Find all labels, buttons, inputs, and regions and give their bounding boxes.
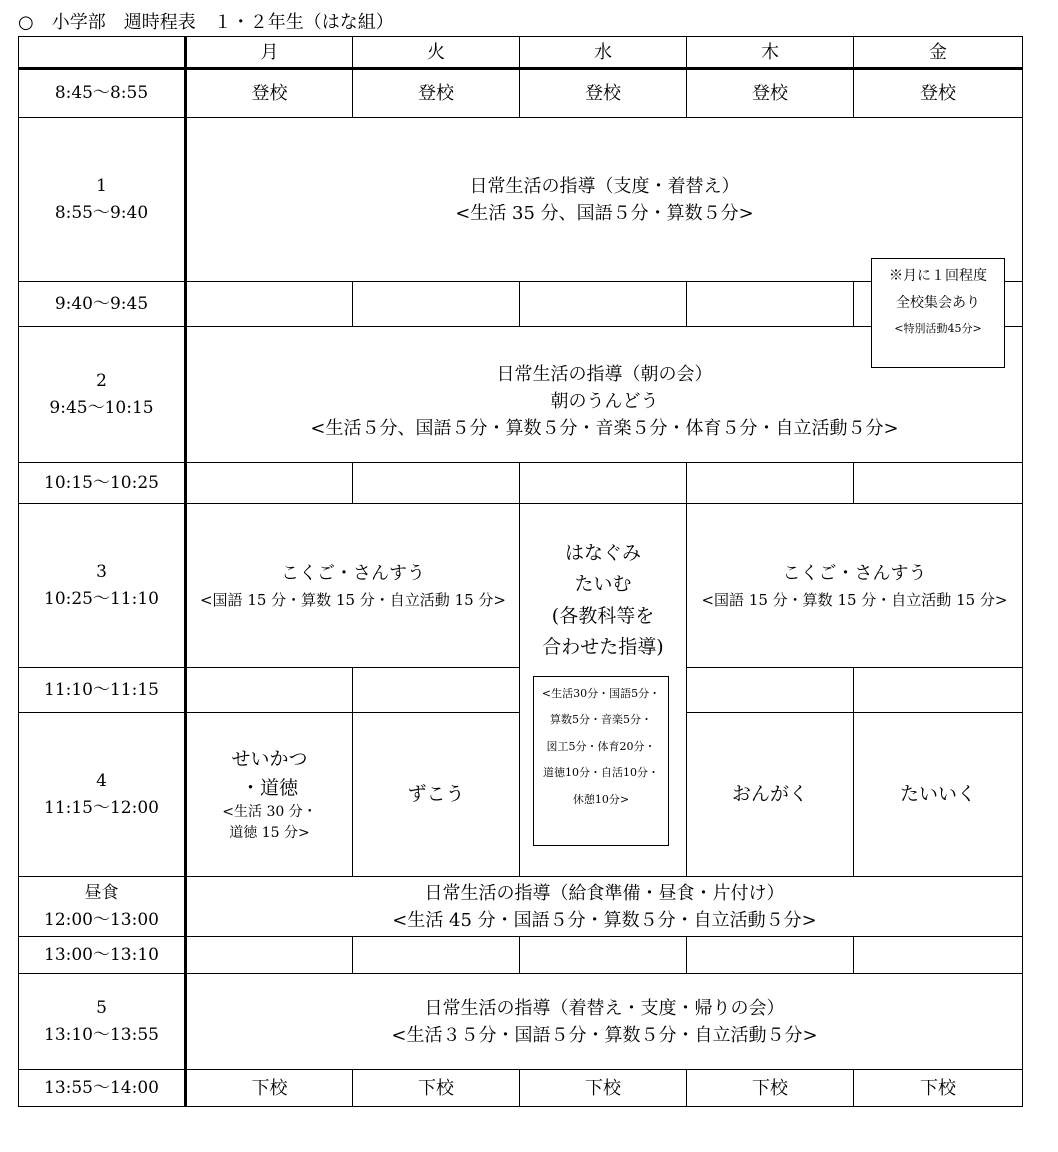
row-lunch	[19, 877, 1023, 937]
period-number: 2	[96, 371, 107, 392]
cell-break-4-thu	[687, 937, 854, 974]
period-time: 13:10〜13:55	[44, 1024, 159, 1045]
cell-leave-thu: 下校	[687, 1070, 854, 1107]
timetable	[18, 36, 1023, 1107]
period-time: 12:00〜13:00	[44, 909, 159, 930]
activity-detail: <生活５分、国語５分・算数５分・音楽５分・体育５分・自立活動５分>	[310, 418, 899, 439]
lunch-label: 昼食	[84, 883, 119, 904]
subject-detail-2: 道徳 15 分>	[229, 825, 310, 841]
time-period-2	[19, 327, 186, 463]
cell-arrive-thu: 登校	[687, 69, 854, 118]
cell-break-4-wed	[520, 937, 687, 974]
cell-arrive-fri: 登校	[854, 69, 1023, 118]
row-leave	[19, 1070, 1023, 1107]
day-header-wed: 水	[520, 37, 687, 69]
cell-period-4-thu: おんがく	[687, 713, 854, 877]
activity-detail: <生活３５分・国語５分・算数５分・自立活動５分>	[391, 1024, 818, 1046]
period-time: 11:15〜12:00	[44, 797, 159, 818]
breakdown-line-5: 休憩10分>	[572, 792, 630, 806]
row-break-2	[19, 463, 1023, 504]
breakdown-line-1: <生活30分・国語5分・	[541, 687, 661, 700]
assembly-note	[871, 258, 1005, 368]
row-break-4	[19, 937, 1023, 974]
cell-break-2-thu	[687, 463, 854, 504]
cell-break-1-thu	[687, 282, 854, 327]
note-line-3: <特別活動45分>	[894, 321, 982, 335]
cell-break-3-thu	[687, 668, 854, 713]
header-row	[19, 37, 1023, 69]
activity-title: 日常生活の指導（朝の会）	[496, 364, 713, 385]
period-number: 3	[96, 562, 107, 583]
subject-name-2: ・道徳	[240, 776, 298, 799]
row-arrive	[19, 69, 1023, 118]
cell-period-3-thu-fri	[687, 504, 1023, 668]
cell-arrive-tue: 登校	[353, 69, 520, 118]
breakdown-line-2: 算数5分・音楽5分・	[550, 713, 652, 727]
header-corner	[19, 37, 186, 69]
activity-title: 日常生活の指導（着替え・支度・帰りの会）	[424, 997, 785, 1019]
time-period-3	[19, 504, 186, 668]
cell-leave-fri: 下校	[854, 1070, 1023, 1107]
time-arrive: 8:45〜8:55	[19, 69, 186, 118]
cell-arrive-mon: 登校	[186, 69, 353, 118]
subject-name: せいかつ	[231, 748, 308, 770]
cell-lunch	[186, 877, 1023, 937]
row-period-1	[19, 118, 1023, 282]
cell-period-4-tue: ずこう	[353, 713, 520, 877]
time-period-1	[19, 118, 186, 282]
note-line-2: 全校集会あり	[896, 295, 980, 312]
wed-title-4: 合わせた指導)	[542, 636, 664, 659]
cell-break-4-tue	[353, 937, 520, 974]
time-break-1: 9:40〜9:45	[19, 282, 186, 327]
time-leave: 13:55〜14:00	[19, 1070, 186, 1107]
time-period-4	[19, 713, 186, 877]
activity-title: 日常生活の指導（給食準備・昼食・片付け）	[424, 882, 785, 904]
subject-name: こくご・さんすう	[782, 562, 927, 584]
wed-breakdown-box	[533, 676, 669, 846]
cell-break-2-fri	[854, 463, 1023, 504]
period-time: 8:55〜9:40	[54, 202, 149, 223]
wed-title-3: (各教科等を	[551, 604, 655, 627]
cell-break-3-mon	[186, 668, 353, 713]
cell-leave-tue: 下校	[353, 1070, 520, 1107]
note-line-1: ※月に１回程度	[889, 268, 987, 284]
row-period-5	[19, 974, 1023, 1070]
time-break-2: 10:15〜10:25	[19, 463, 186, 504]
period-time: 9:45〜10:15	[49, 397, 154, 418]
time-break-3: 11:10〜11:15	[19, 668, 186, 713]
cell-break-2-tue	[353, 463, 520, 504]
cell-period-1	[186, 118, 1023, 282]
cell-break-3-fri	[854, 668, 1023, 713]
time-break-4: 13:00〜13:10	[19, 937, 186, 974]
cell-break-2-wed	[520, 463, 687, 504]
cell-leave-mon: 下校	[186, 1070, 353, 1107]
row-period-3	[19, 504, 1023, 668]
period-number: 1	[96, 176, 107, 197]
time-period-5	[19, 974, 186, 1070]
day-header-tue: 火	[353, 37, 520, 69]
activity-title: 日常生活の指導（支度・着替え）	[469, 175, 740, 197]
subject-name: こくご・さんすう	[281, 562, 425, 584]
cell-leave-wed: 下校	[520, 1070, 687, 1107]
subject-detail: <国語 15 分・算数 15 分・自立活動 15 分>	[199, 590, 506, 609]
day-header-mon: 月	[186, 37, 353, 69]
cell-period-5	[186, 974, 1023, 1070]
period-time: 10:25〜11:10	[44, 588, 159, 609]
cell-break-4-mon	[186, 937, 353, 974]
cell-break-2-mon	[186, 463, 353, 504]
wed-title-2: たいむ	[574, 573, 632, 596]
cell-period-3-mon-tue	[186, 504, 520, 668]
activity-subtitle: 朝のうんどう	[550, 391, 659, 412]
page-title: ○ 小学部 週時程表 １・２年生（はな組）	[18, 12, 394, 33]
day-header-fri: 金	[854, 37, 1023, 69]
breakdown-line-4: 道徳10分・自活10分・	[543, 766, 659, 780]
period-number: 4	[96, 771, 107, 792]
activity-detail: <生活 45 分・国語５分・算数５分・自立活動５分>	[392, 909, 817, 931]
cell-period-4-fri: たいいく	[854, 713, 1023, 877]
cell-break-3-tue	[353, 668, 520, 713]
activity-detail: <生活 35 分、国語５分・算数５分>	[455, 202, 754, 224]
period-number: 5	[96, 998, 107, 1019]
subject-detail: <国語 15 分・算数 15 分・自立活動 15 分>	[701, 590, 1008, 609]
cell-period-4-mon	[186, 713, 353, 877]
cell-break-1-wed	[520, 282, 687, 327]
cell-arrive-wed: 登校	[520, 69, 687, 118]
cell-break-4-fri	[854, 937, 1023, 974]
breakdown-line-3: 図工5分・体育20分・	[546, 739, 656, 753]
day-header-thu: 木	[687, 37, 854, 69]
cell-break-1-mon	[186, 282, 353, 327]
cell-break-1-tue	[353, 282, 520, 327]
time-lunch	[19, 877, 186, 937]
wed-title-1: はなぐみ	[564, 542, 641, 564]
subject-detail: <生活 30 分・	[222, 804, 317, 820]
